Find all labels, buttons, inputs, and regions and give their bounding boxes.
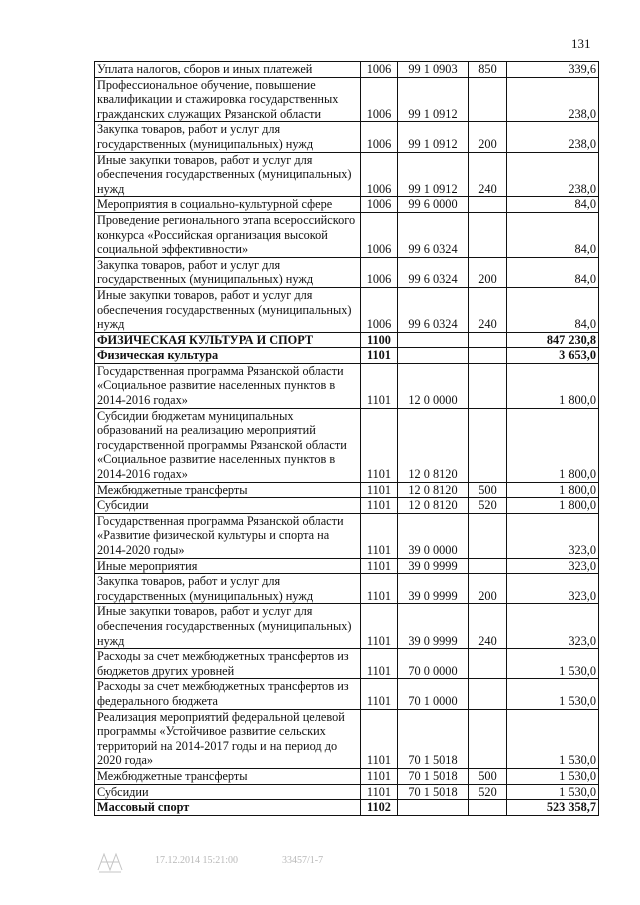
row-section: 1101 — [361, 498, 398, 514]
row-sum: 84,0 — [507, 287, 599, 332]
row-sum: 238,0 — [507, 77, 599, 122]
row-expense-type: 520 — [469, 784, 507, 800]
row-section: 1101 — [361, 679, 398, 709]
row-name: Реализация мероприятий федеральной целевой программы «Устойчивое развитие сельских территорий на 2014-2017 годы и на период до 2020 года» — [95, 709, 361, 768]
row-sum: 323,0 — [507, 558, 599, 574]
table-row — [95, 287, 599, 332]
row-name: Государственная программа Рязанской области «Социальное развитие населенных пунктов в 2014-2016 годах» — [95, 363, 361, 408]
row-expense-type — [469, 77, 507, 122]
row-target-class: 99 1 0912 — [398, 77, 469, 122]
page-number: 131 — [571, 36, 591, 51]
row-name: Закупка товаров, работ и услуг для государственных (муниципальных) нужд — [95, 574, 361, 604]
row-expense-type — [469, 348, 507, 364]
row-name: Физическая культура — [95, 348, 361, 364]
table-row — [95, 679, 599, 709]
row-name: Закупка товаров, работ и услуг для государственных (муниципальных) нужд — [95, 122, 361, 152]
row-expense-type — [469, 197, 507, 213]
row-target-class: 99 6 0324 — [398, 212, 469, 257]
row-target-class: 12 0 8120 — [398, 482, 469, 498]
table-row — [95, 558, 599, 574]
row-section: 1101 — [361, 574, 398, 604]
row-sum: 1 800,0 — [507, 498, 599, 514]
row-name: Расходы за счет межбюджетных трансфертов из федерального бюджета — [95, 679, 361, 709]
row-name: Профессиональное обучение, повышение квалификации и стажировка государственных гражданских служащих Рязанской области — [95, 77, 361, 122]
row-section: 1006 — [361, 287, 398, 332]
row-name: Закупка товаров, работ и услуг для государственных (муниципальных) нужд — [95, 257, 361, 287]
row-expense-type — [469, 513, 507, 558]
row-name: Межбюджетные трансферты — [95, 482, 361, 498]
row-sum: 1 530,0 — [507, 649, 599, 679]
row-name: Мероприятия в социально-культурной сфере — [95, 197, 361, 213]
row-section: 1101 — [361, 482, 398, 498]
row-name: Субсидии — [95, 498, 361, 514]
table-row — [95, 498, 599, 514]
row-sum: 1 800,0 — [507, 363, 599, 408]
row-section: 1101 — [361, 709, 398, 768]
row-name: Проведение регионального этапа всероссийского конкурса «Российская организация высокой социальной эффективности» — [95, 212, 361, 257]
row-expense-type — [469, 800, 507, 816]
table-row — [95, 709, 599, 768]
row-section: 1101 — [361, 768, 398, 784]
row-expense-type — [469, 709, 507, 768]
row-section: 1101 — [361, 604, 398, 649]
table-row — [95, 768, 599, 784]
row-sum: 238,0 — [507, 152, 599, 197]
footer-doc-id: 33457/1-7 — [282, 855, 324, 866]
row-expense-type: 200 — [469, 574, 507, 604]
row-section: 1006 — [361, 197, 398, 213]
row-sum: 1 800,0 — [507, 482, 599, 498]
row-sum: 1 800,0 — [507, 408, 599, 482]
table-row — [95, 62, 599, 78]
row-target-class: 99 1 0903 — [398, 62, 469, 78]
row-section: 1006 — [361, 62, 398, 78]
row-expense-type: 500 — [469, 482, 507, 498]
table-row — [95, 482, 599, 498]
row-expense-type: 200 — [469, 122, 507, 152]
row-sum: 1 530,0 — [507, 768, 599, 784]
row-target-class: 99 6 0324 — [398, 257, 469, 287]
table-row — [95, 574, 599, 604]
row-sum: 84,0 — [507, 197, 599, 213]
table-row — [95, 363, 599, 408]
row-expense-type: 500 — [469, 768, 507, 784]
table-row — [95, 408, 599, 482]
row-section: 1101 — [361, 513, 398, 558]
row-target-class — [398, 332, 469, 348]
row-expense-type: 240 — [469, 287, 507, 332]
row-target-class: 70 0 0000 — [398, 649, 469, 679]
row-section: 1101 — [361, 408, 398, 482]
row-expense-type: 520 — [469, 498, 507, 514]
row-section: 1101 — [361, 784, 398, 800]
row-name: Субсидии бюджетам муниципальных образований на реализацию мероприятий государственной программы Рязанской области «Социальное развитие населенных пунктов в 2014-2016 годах» — [95, 408, 361, 482]
row-target-class: 70 1 5018 — [398, 709, 469, 768]
row-sum: 1 530,0 — [507, 784, 599, 800]
row-sum: 323,0 — [507, 513, 599, 558]
row-expense-type: 850 — [469, 62, 507, 78]
row-name: Иные закупки товаров, работ и услуг для обеспечения государственных (муниципальных) нужд — [95, 287, 361, 332]
table-row — [95, 604, 599, 649]
row-name: ФИЗИЧЕСКАЯ КУЛЬТУРА И СПОРТ — [95, 332, 361, 348]
row-target-class: 39 0 9999 — [398, 604, 469, 649]
row-sum: 323,0 — [507, 574, 599, 604]
row-target-class: 70 1 5018 — [398, 768, 469, 784]
row-expense-type — [469, 649, 507, 679]
row-expense-type — [469, 558, 507, 574]
row-target-class: 99 6 0000 — [398, 197, 469, 213]
row-expense-type — [469, 408, 507, 482]
table-row — [95, 332, 599, 348]
row-expense-type: 240 — [469, 152, 507, 197]
table-row — [95, 77, 599, 122]
scanner-stamp-icon — [95, 850, 125, 874]
row-target-class: 39 0 9999 — [398, 574, 469, 604]
row-target-class: 12 0 8120 — [398, 408, 469, 482]
row-target-class: 12 0 0000 — [398, 363, 469, 408]
row-name: Иные закупки товаров, работ и услуг для обеспечения государственных (муниципальных) нужд — [95, 152, 361, 197]
row-target-class: 12 0 8120 — [398, 498, 469, 514]
table-row — [95, 348, 599, 364]
table-row — [95, 800, 599, 816]
row-expense-type: 200 — [469, 257, 507, 287]
table-row — [95, 784, 599, 800]
table-row — [95, 122, 599, 152]
row-sum: 523 358,7 — [507, 800, 599, 816]
row-section: 1101 — [361, 649, 398, 679]
budget-table — [94, 61, 599, 816]
row-sum: 1 530,0 — [507, 679, 599, 709]
row-target-class: 39 0 9999 — [398, 558, 469, 574]
row-sum: 1 530,0 — [507, 709, 599, 768]
row-expense-type — [469, 679, 507, 709]
row-target-class: 70 1 0000 — [398, 679, 469, 709]
row-name: Межбюджетные трансферты — [95, 768, 361, 784]
row-sum: 847 230,8 — [507, 332, 599, 348]
footer-timestamp: 17.12.2014 15:21:00 — [155, 855, 239, 866]
row-name: Субсидии — [95, 784, 361, 800]
row-target-class: 39 0 0000 — [398, 513, 469, 558]
row-sum: 238,0 — [507, 122, 599, 152]
table-row — [95, 212, 599, 257]
row-target-class: 99 6 0324 — [398, 287, 469, 332]
row-name: Иные закупки товаров, работ и услуг для обеспечения государственных (муниципальных) нужд — [95, 604, 361, 649]
row-section: 1006 — [361, 212, 398, 257]
row-sum: 84,0 — [507, 212, 599, 257]
budget-table-body — [95, 62, 599, 816]
row-name: Государственная программа Рязанской области «Развитие физической культуры и спорта на 2014-2020 годы» — [95, 513, 361, 558]
row-sum: 339,6 — [507, 62, 599, 78]
row-expense-type: 240 — [469, 604, 507, 649]
row-target-class: 99 1 0912 — [398, 122, 469, 152]
row-section: 1101 — [361, 363, 398, 408]
row-name: Уплата налогов, сборов и иных платежей — [95, 62, 361, 78]
row-sum: 3 653,0 — [507, 348, 599, 364]
row-expense-type — [469, 212, 507, 257]
row-section: 1101 — [361, 348, 398, 364]
row-sum: 84,0 — [507, 257, 599, 287]
row-section: 1006 — [361, 152, 398, 197]
table-row — [95, 152, 599, 197]
row-target-class — [398, 800, 469, 816]
row-section: 1006 — [361, 122, 398, 152]
row-target-class — [398, 348, 469, 364]
table-row — [95, 513, 599, 558]
row-section: 1100 — [361, 332, 398, 348]
row-target-class: 70 1 5018 — [398, 784, 469, 800]
row-section: 1102 — [361, 800, 398, 816]
row-section: 1006 — [361, 257, 398, 287]
row-name: Расходы за счет межбюджетных трансфертов из бюджетов других уровней — [95, 649, 361, 679]
row-section: 1006 — [361, 77, 398, 122]
row-expense-type — [469, 332, 507, 348]
row-name: Массовый спорт — [95, 800, 361, 816]
row-section: 1101 — [361, 558, 398, 574]
table-row — [95, 257, 599, 287]
row-target-class: 99 1 0912 — [398, 152, 469, 197]
table-row — [95, 197, 599, 213]
table-row — [95, 649, 599, 679]
row-sum: 323,0 — [507, 604, 599, 649]
row-expense-type — [469, 363, 507, 408]
row-name: Иные мероприятия — [95, 558, 361, 574]
